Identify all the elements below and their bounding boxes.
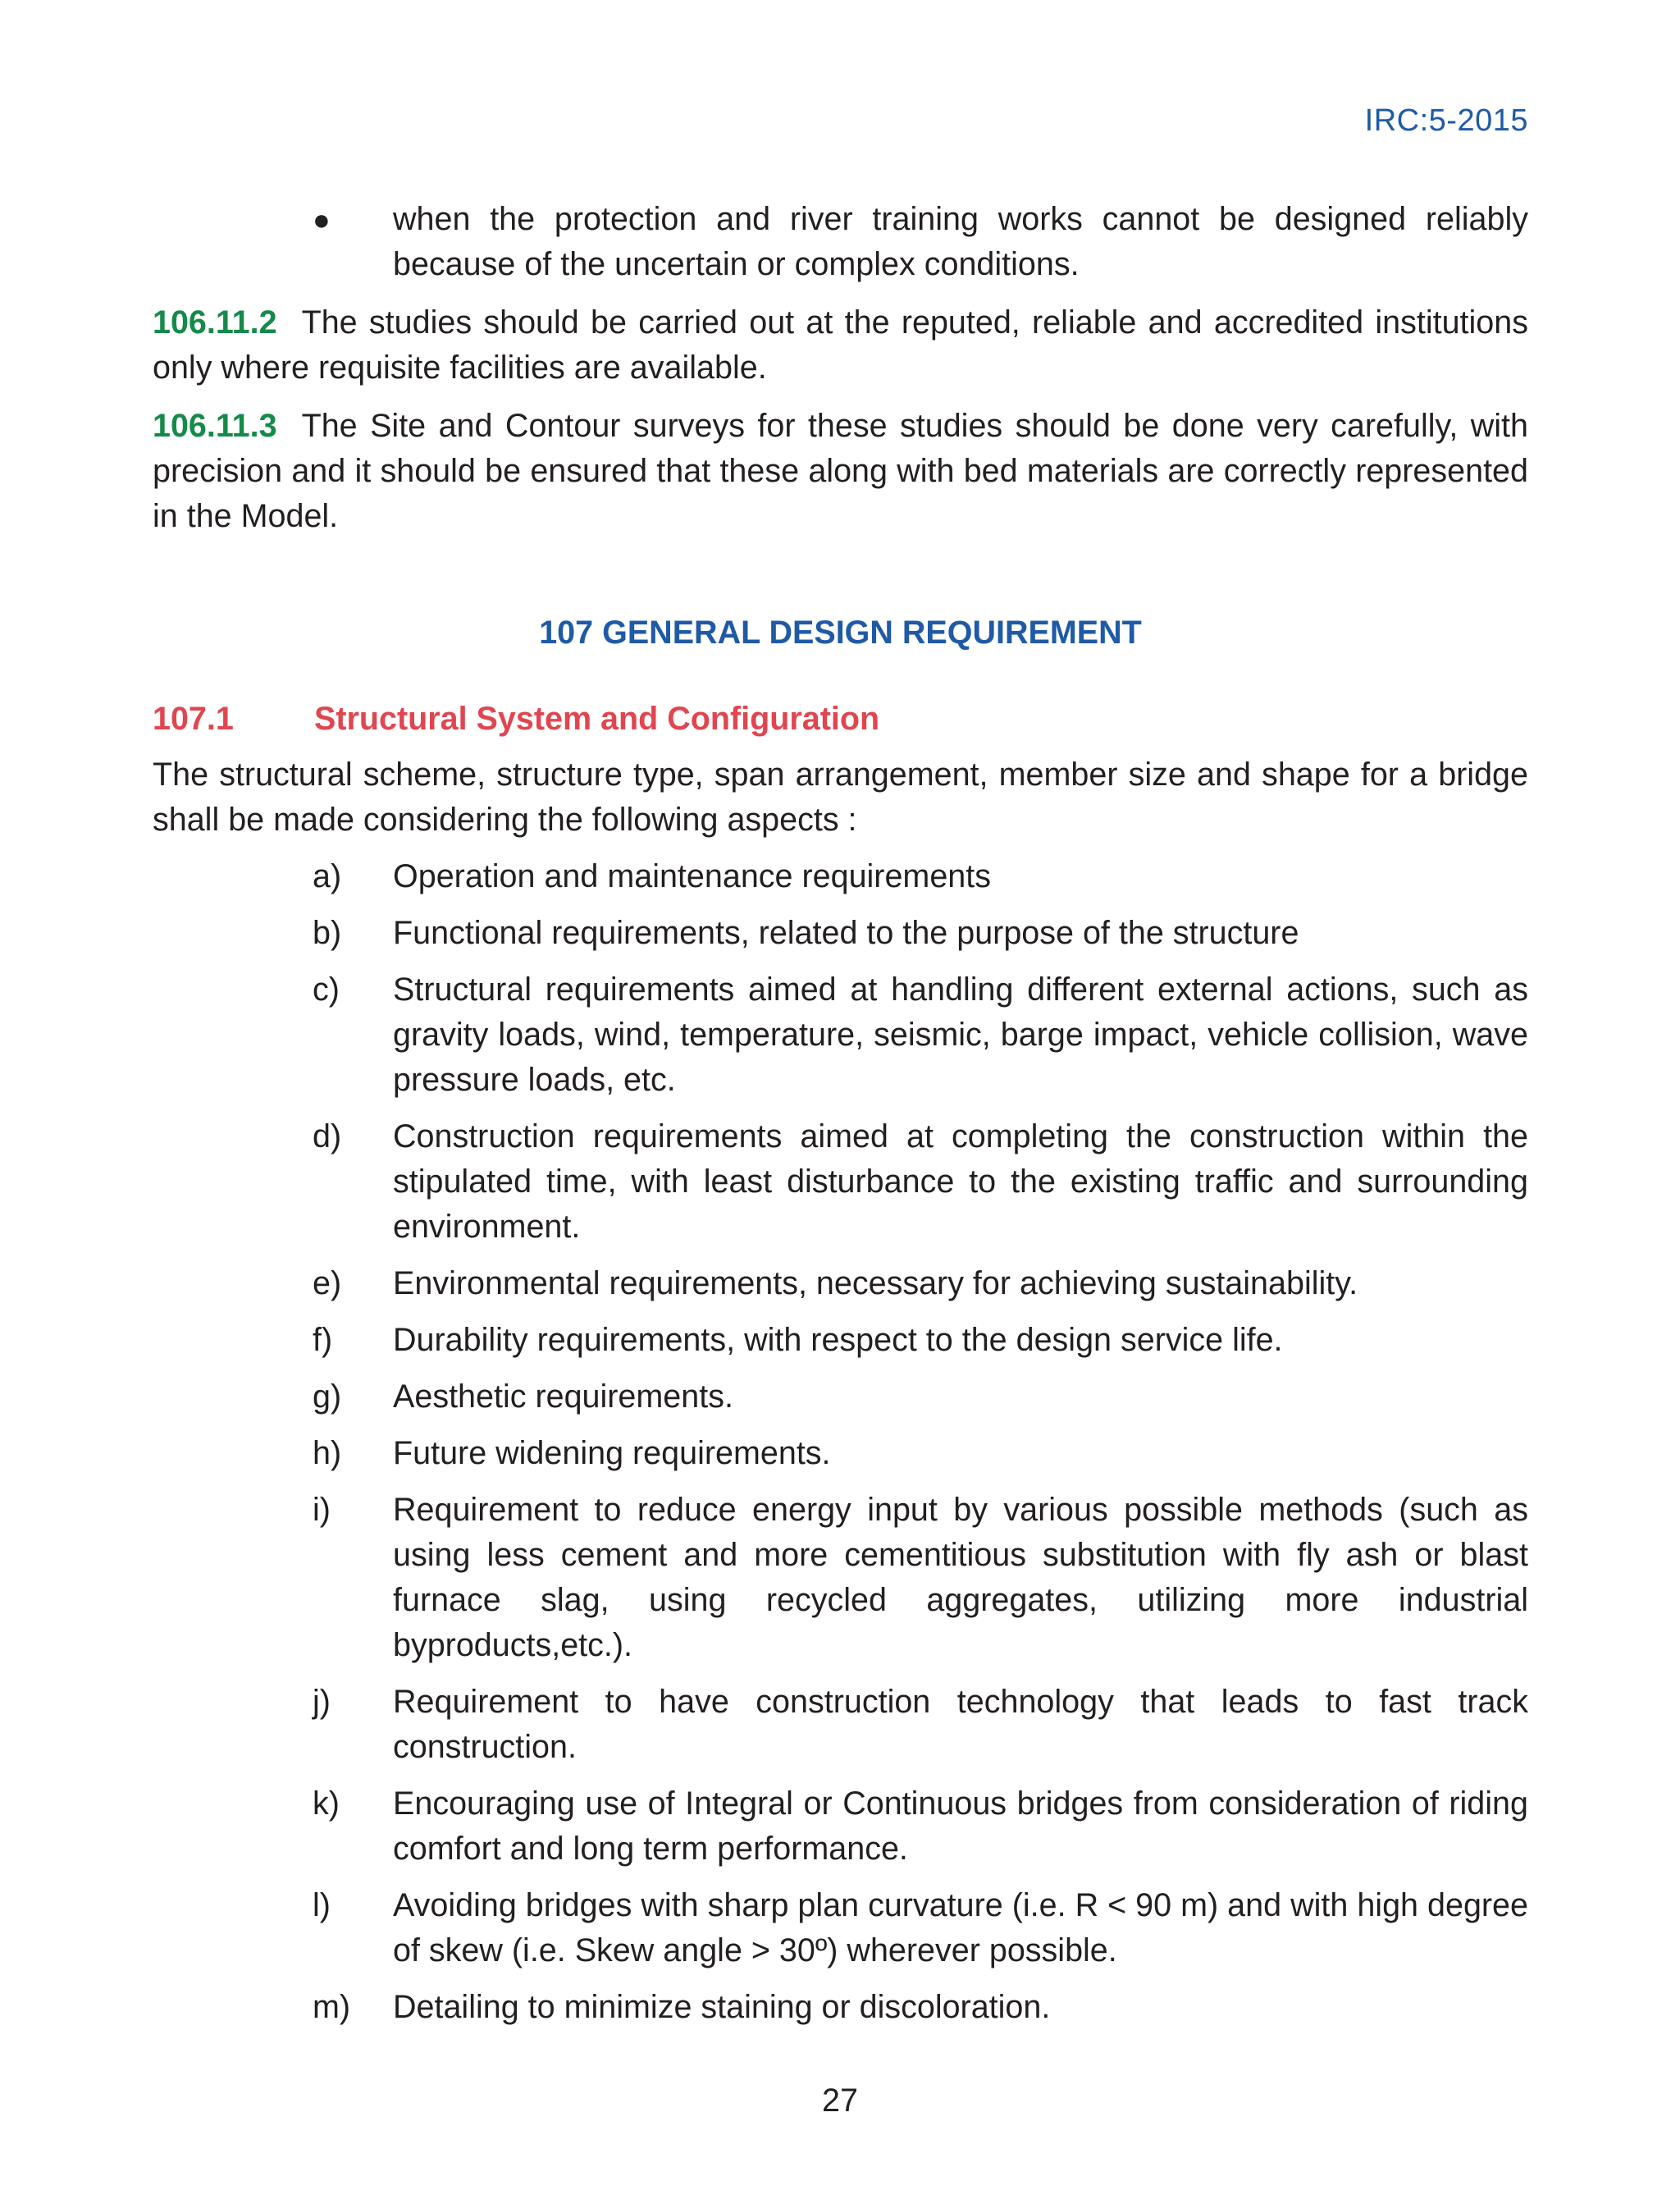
list-item <box>313 1883 1528 1973</box>
list-item <box>313 1781 1528 1872</box>
list-item <box>313 854 1528 899</box>
subsection-heading <box>153 701 1528 738</box>
list-text: Structural requirements aimed at handling different external actions, such as gravity loads, wind, temperature, seismic, barge impact, vehicle collision, wave pressure loads, etc. <box>393 972 1528 1098</box>
list-item <box>313 1985 1528 2030</box>
list-marker: m) <box>313 1989 351 2025</box>
subsection-number: 107.1 <box>153 701 234 737</box>
list-marker: b) <box>313 915 342 951</box>
list-text: Detailing to minimize staining or discoloration. <box>393 1989 1051 2025</box>
list-item <box>313 1680 1528 1770</box>
list-marker: a) <box>313 858 342 894</box>
list-marker: c) <box>313 972 340 1008</box>
list-text: Construction requirements aimed at completing the construction within the stipulated time, with least disturbance to the existing traffic and surrounding environment. <box>393 1118 1528 1245</box>
list-item <box>313 1431 1528 1476</box>
paragraph-106-11-3 <box>153 404 1528 539</box>
list-item <box>313 967 1528 1103</box>
list-text: Avoiding bridges with sharp plan curvature (i.e. R < 90 m) and with high degree of skew (i.e. Skew angle > 30º) wherever possible. <box>393 1887 1528 1968</box>
list-item <box>313 1374 1528 1420</box>
bullet-item <box>313 197 1528 287</box>
clause-text: The studies should be carried out at the reputed, reliable and accredited institutions only where requisite facilities are available. <box>153 304 1528 386</box>
page-content <box>153 197 1528 2041</box>
list-item <box>313 1114 1528 1250</box>
paragraph-106-11-2 <box>153 300 1528 391</box>
bullet-marker: ● <box>313 203 331 236</box>
list-item <box>313 1261 1528 1306</box>
section-heading: 107 GENERAL DESIGN REQUIREMENT <box>539 615 1142 651</box>
aspects-list <box>153 854 1528 2030</box>
list-text: Durability requirements, with respect to the design service life. <box>393 1322 1283 1358</box>
subsection-title: Structural System and Configuration <box>314 701 880 737</box>
list-marker: g) <box>313 1378 342 1415</box>
list-marker: e) <box>313 1265 342 1301</box>
list-text: Future widening requirements. <box>393 1435 831 1471</box>
clause-number: 106.11.2 <box>153 304 277 341</box>
list-text: Environmental requirements, necessary for achieving sustainability. <box>393 1265 1358 1301</box>
clause-number: 106.11.3 <box>153 408 277 444</box>
list-text: Encouraging use of Integral or Continuous bridges from consideration of riding comfort and long term performance. <box>393 1785 1528 1867</box>
list-marker: k) <box>313 1785 340 1822</box>
bullet-text: when the protection and river training works cannot be designed reliably because of the uncertain or complex conditions. <box>393 201 1528 282</box>
list-marker: h) <box>313 1435 342 1471</box>
list-marker: f) <box>313 1322 333 1358</box>
list-marker: l) <box>313 1887 331 1923</box>
list-item <box>313 1318 1528 1363</box>
intro-paragraph: The structural scheme, structure type, span arrangement, member size and shape for a bridge shall be made considering the following aspects : <box>153 757 1528 838</box>
list-item <box>313 911 1528 956</box>
list-marker: i) <box>313 1492 331 1528</box>
list-item <box>313 1488 1528 1668</box>
document-reference: IRC:5-2015 <box>1364 103 1528 138</box>
clause-text: The Site and Contour surveys for these studies should be done very carefully, with precision and it should be ensured that these along with bed materials are correctly represented in the Model. <box>153 408 1528 534</box>
list-text: Functional requirements, related to the purpose of the structure <box>393 915 1299 951</box>
page-number: 27 <box>822 2083 858 2119</box>
list-text: Operation and maintenance requirements <box>393 858 991 894</box>
list-text: Requirement to have construction technology that leads to fast track construction. <box>393 1684 1528 1765</box>
list-text: Requirement to reduce energy input by various possible methods (such as using less cement and more cementitious substitution with fly ash or blast furnace slag, using recycled aggregates, utilizing more industrial byproducts,etc.). <box>393 1492 1528 1663</box>
list-marker: j) <box>313 1684 331 1720</box>
list-marker: d) <box>313 1118 342 1154</box>
list-text: Aesthetic requirements. <box>393 1378 733 1415</box>
